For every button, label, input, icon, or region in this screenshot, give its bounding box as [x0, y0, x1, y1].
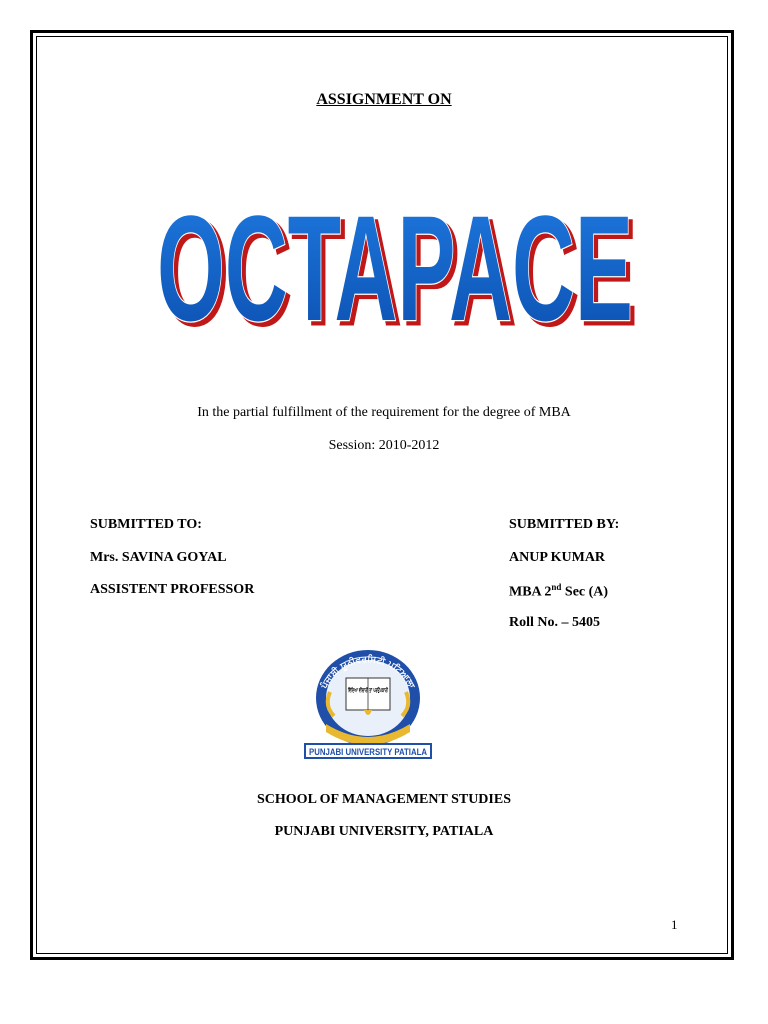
- octapace-title: [150, 186, 640, 332]
- submitted-by-label: SUBMITTED BY:: [509, 517, 620, 532]
- page-number: 1: [671, 917, 678, 932]
- session-text: Session: 2010-2012: [328, 438, 440, 453]
- school-name: SCHOOL OF MANAGEMENT STUDIES: [257, 792, 511, 807]
- assignment-heading: ASSIGNMENT ON: [316, 91, 452, 108]
- roll-number: Roll No. – 5405: [509, 615, 600, 630]
- submitted-by-name: ANUP KUMAR: [509, 550, 606, 565]
- fulfillment-text: In the partial fulfillment of the requirement for the degree of MBA: [197, 405, 571, 420]
- submitted-to-designation: ASSISTENT PROFESSOR: [90, 582, 255, 597]
- submitted-to-label: SUBMITTED TO:: [90, 517, 202, 532]
- logo-book-text: ਵਿੱਦਿਆ ਵੀਚਾਰੀ ਤਾਂ ਪਰਉਪਕਾਰੀ: [348, 688, 416, 694]
- svg-text:OCTAPACE: OCTAPACE: [157, 186, 633, 332]
- logo-banner-text: PUNJABI UNIVERSITY PATIALA: [309, 747, 428, 757]
- university-logo: [302, 646, 434, 764]
- submitted-to-name: Mrs. SAVINA GOYAL: [90, 550, 227, 565]
- page-border-inner: [36, 36, 728, 954]
- logo-ring-text: ਪੰਜਾਬੀ ਯੂਨੀਵਰਸਿਟੀ ਪਟਿਆਲਾ: [319, 654, 417, 691]
- university-name: PUNJABI UNIVERSITY, PATIALA: [274, 824, 494, 839]
- submitted-by-class: MBA 2nd Sec (A): [509, 582, 609, 600]
- svg-text:OCTAPACE: OCTAPACE: [161, 188, 637, 332]
